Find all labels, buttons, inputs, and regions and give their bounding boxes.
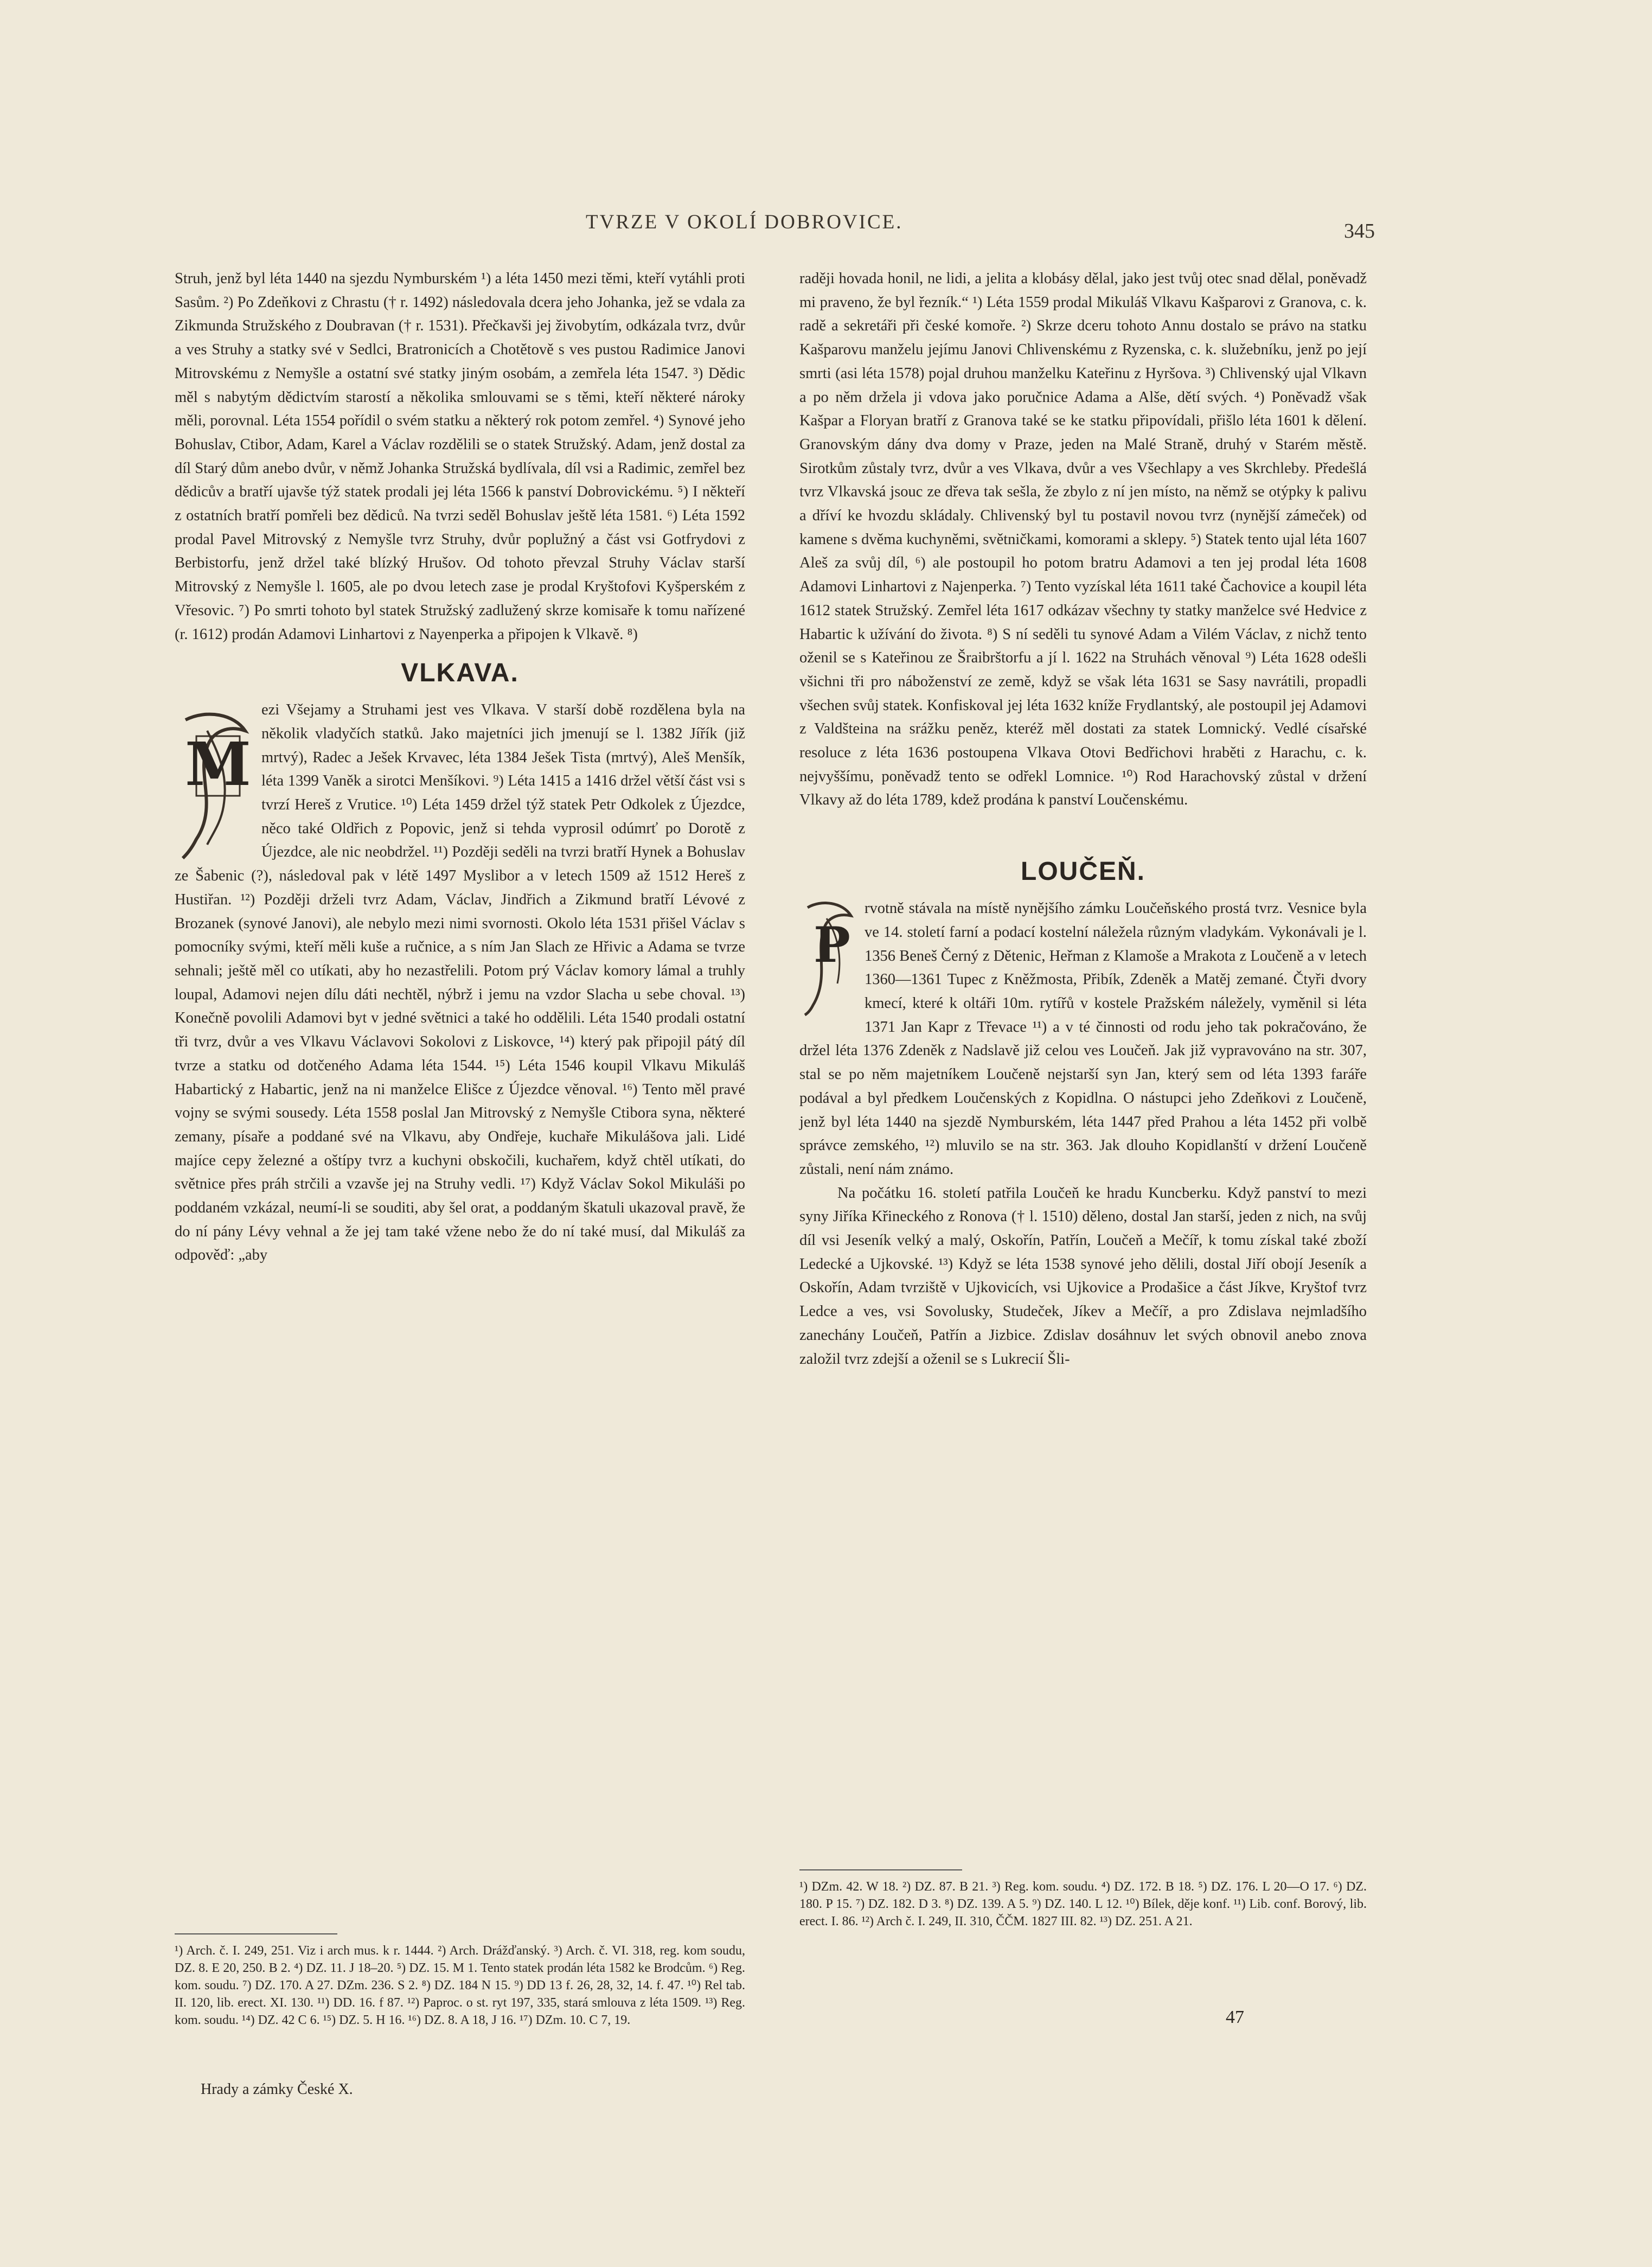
initial-letter: P bbox=[814, 916, 850, 974]
page-number: 345 bbox=[1344, 220, 1375, 242]
footnotes-left: ¹) Arch. č. I. 249, 251. Viz i arch mus. k r. 1444. ²) Arch. Drážďanský. ³) Arch. č. VI. 318, reg. kom soudu, DZ. 8. E 20, 250. B 2. ⁴) DZ. 11. J 18–20. ⁵) DZ. 15. M 1. Tento statek prodán léta 1582 ke Brodcům. ⁶) Reg. kom. soudu. ⁷) DZ. 170. A 27. DZm. 236. S 2. ⁸) DZ. 184 N 15. ⁹) DD 13 f. 26, 28, 32, 14. f. 47. ¹⁰) Rel tab. II. 120, lib. erect. XI. 130. ¹¹) DD. 16. f 87. ¹²) Paproc. o st. ryt 197, 335, stará smlouva z léta 1509. ¹³) Reg. kom. soudu. ¹⁴) DZ. 42 C 6. ¹⁵) DZ. 5. H 16. ¹⁶) DZ. 8. A 18, J 16. ¹⁷) DZm. 10. C 7, 19. bbox=[175, 1944, 745, 2027]
paragraph: ezi Všejamy a Struhami jest ves Vlkava. V starší době rozdělena byla na několik vladyčích statků. Jako majetníci jich jmenují se l. 1382 Jířík (již mrtvý), Radec a Ješek Krvavec, léta 1384 Ješek Tista (mrtvý), Aleš Menšík, léta 1399 Vaněk a sirotci Menšíkovi. ⁹) Léta 1415 a 1416 držel větší část vsi s tvrzí Hereš z Vrutice. ¹⁰) Léta 1459 držel týž statek Petr Odkolek z Újezdce, něco také Oldřich z Popovic, jenž si tehda vyprosil odúmrť po Dorotě z Újezdce, ale nic neobdržel. ¹¹) Později seděli na tvrzi bratří Hynek a Bohuslav ze Šabenic (?), následoval pak v létě 1497 Myslibor a v letech 1509 až 1512 Hereš z Hustiřan. ¹²) Později drželi tvrz Adam, Václav, Jindřich a Zikmund bratří Lévové z Brozanek (synové Janovi), ale nebylo mezi nimi svornosti. Okolo léta 1531 přišel Václav s pomocníky svými, kteří měli kuše a ručnice, a s ním Jan Slach ze Hřivic a Adama se tvrze sehnali; ještě měl co utíkati, aby ho nezastřelili. Potom prý Václav komory lámal a truhly loupal, Adamovi nejen dílu dáti nechtěl, nýbrž i jemu na vzdor Slacha u sebe choval. ¹³) Konečně povolili Adamovi byt v jedné světnici a také ho oddělili. Léta 1540 prodali ostatní tři tvrz, dvůr a ves Vlkavu Václavovi Sokolovi z Liskovce, ¹⁴) který pak připojil pátý díl tvrze a statku od dotčeného Adama léta 1544. ¹⁵) Léta 1546 koupil Vlkavu Mikuláš Habartický z Habartic, jenž na ni manželce Elišce z Újezdce věnoval. ¹⁶) Tento měl pravé vojny se svými sousedy. Léta 1558 poslal Jan Mitrovský z Nemyšle Ctibora syna, některé zemany, písaře a poddané své na Vlkavu, aby Ondřeje, kuchaře Mikulášova jali. Lidé majíce cepy železné a oštípy tvrz a kuchyni obskočili, kuchařem, když chtěl utíkati, do světnice přes práh strčili a vzavše jej na Struhy vedli. ¹⁷) Když Václav Sokol Mikuláši po poddaném vzkázal, neumí-li se souditi, aby šel orat, a poddaným škatuli ukazoval pravě, že do ní pány Lévy vehnal a že jej tam také vžene nebo že do ní také musí, dal Mikuláš za odpověď: „aby bbox=[175, 701, 745, 1264]
paragraph: raději hovada honil, ne lidi, a jelita a klobásy dělal, jako jest tvůj otec snad dělal, poněvadž mi praveno, že byl řezník.“ ¹) Léta 1559 prodal Mikuláš Vlkavu Kašparovi z Granova, c. k. radě a sekretáři při české komoře. ²) Skrze dceru tohoto Annu dostalo se právo na statku Kašparovu manželu jejímu Janovi Chlivenskému z Ryzenska, c. k. služebníku, jenž po její smrti (asi léta 1578) pojal druhou manželku Kateřinu z Hyršova. ³) Chlivenský ujal Vlkavn a po něm držela ji vdova jako poručnice Adama a Alše, dětí svých. ⁴) Poněvadž však Kašpar a Floryan bratří z Granova také se ke statku připovídali, přišlo léta 1601 k dělení. Granovským dány dva domy v Praze, jeden na Malé Straně, druhý v Starém městě. Sirotkům zůstaly tvrz, dvůr a ves Vlkava, dvůr a ves Všechlapy a ves Skrchleby. Předešlá tvrz Vlkavská jsouc ze dřeva tak sešla, že zbylo z ní jen místo, na němž se otýpky k palivu a dříví ke hvozdu skládaly. Chlivenský byl tu postavil novou tvrz (nynější zámeček) od kamene s dvěma kuchyněmi, světničkami, komorami a sklepy. ⁵) Statek tento ujal léta 1607 Aleš za svůj díl, ⁶) ale postoupil ho potom bratru Adamovi a ten jej prodal léta 1608 Adamovi Linhartovi z Najenperka. ⁷) Tento vyzískal léta 1611 také Čachovice a koupil léta 1612 statek Stružský. Zemřel léta 1617 odkázav všechny ty statky manželce své Hedvice z Habartic k užívání do života. ⁸) S ní seděli tu synové Adam a Vilém Václav, z nichž tento oženil se s Kateřinou ze Šraibrštorfu a jí l. 1622 na Struhách věnoval ⁹) Léta 1628 odešli všichni tři pro náboženství ze země, když se však léta 1631 se Sasy navrátili, propadli všechen svůj statek. Konfiskoval jej léta 1632 kníže Frydlantský, ale postoupil jej Adamovi z Valdšteina na srážku peněz, kteréž měl dostati za statek Lomnický. Vedlé císařské resoluce z léta 1636 postoupena Vlkava Otovi Bedřichovi hraběti z Harachu, c. k. nejvyššímu, poněvadž tento se odřekl Lomnice. ¹⁰) Rod Harachovský zůstal v držení Vlkavy až do léta 1789, kdež prodána k panství Loučenskému. bbox=[799, 270, 1367, 809]
footnote-rule bbox=[175, 1933, 337, 1934]
signature-mark: Hrady a zámky České X. bbox=[201, 2081, 353, 2098]
running-title: TVRZE V OKOLÍ DOBROVICE. bbox=[586, 211, 903, 233]
paragraph: rvotně stávala na místě nynějšího zámku Loučeňského prostá tvrz. Vesnice byla ve 14. století farní a podací kostelní náležela různým vladykám. Vykonávali je l. 1356 Beneš Černý z Dětenic, Heřman z Klamoše a Mrakota z Loučeně a v letech 1360—1361 Tupec z Kněžmosta, Přibík, Zdeněk a Matěj zemané. Čtyři dvory kmecí, které k oltáři 10m. rytířů v kostele Pražském náležely, vyměnil si léta 1371 Jan Kapr z Třevace ¹¹) a v té činnosti od rodu jeho tak pokračováno, že držel léta 1376 Zdeněk z Nadslavě již celou ves Loučeň. Jak již vypravováno na str. 307, stal se po něm majetníkem Loučeně nejstarší syn Jan, který sem od léta 1393 faráře podával a byl předkem Loučenských z Kopidlna. O nástupci jeho Zdeňkovi z Loučeně, jenž byl léta 1440 na sjezdě Nymburském, léta 1447 před Prahou a léta 1452 při volbě správce zemského, ¹²) mluvilo se na str. 363. Jak dlouho Kopidlanští v držení Loučeně zůstali, není nám známo. bbox=[799, 900, 1367, 1178]
left-column bbox=[175, 267, 745, 1267]
initial-letter: M bbox=[185, 729, 251, 800]
decorative-initial-icon bbox=[175, 698, 256, 861]
section-title-loucen: LOUČEŇ. bbox=[1021, 857, 1145, 886]
folio-number: 47 bbox=[1226, 2007, 1244, 2027]
decorative-initial-icon bbox=[799, 897, 859, 1016]
paragraph: Struh, jenž byl léta 1440 na sjezdu Nymburském ¹) a léta 1450 mezi těmi, kteří vytáhli proti Sasům. ²) Po Zdeňkovi z Chrastu († r. 1492) následovala dcera jeho Johanka, jež se vdala za Zikmunda Stružského z Doubravan († r. 1531). Přečkavši jej živobytím, odkázala tvrz, dvůr a ves Struhy a statky své v Sedlci, Bratronicích a Chotětově s ves pustou Radimice Janovi Mitrovskému z Nemyšle a ostatní své statky jiným osobám, a zemřela léta 1547. ³) Dědic měl s nabytým dědictvím starostí a několika smlouvami se s těmi, kteří některé nároky měli, porovnal. Léta 1554 pořídil o svém statku a některý rok potom zemřel. ⁴) Synové jeho Bohuslav, Ctibor, Adam, Karel a Václav rozdělili se o statek Stružský. Adam, jenž dostal za díl Starý dům anebo dvůr, v němž Johanka Stružská bydlívala, díl vsi a Radimic, zemřel bez dědicův a bratří ujavše týž statek prodali jej léta 1566 k panství Dobrovickému. ⁵) I někteří z ostatních bratří pomřeli bez dědiců. Na tvrzi seděl Bohuslav ještě léta 1581. ⁶) Léta 1592 prodal Pavel Mitrovský z Nemyšle tvrz Struhy, dvůr poplužný a část vsi Gotfrydovi z Berbistorfu, jenž držel také blízký Hrušov. Od tohoto převzal Struhy Václav starší Mitrovský z Nemyšle l. 1605, ale po dvou letech zase je prodal Kryštofovi Kyšperském z Vřesovic. ⁷) Po smrti tohoto byl statek Stružský zadlužený skrze komisaře k tomu nařízené (r. 1612) prodán Adamovi Linhartovi z Nayenperka a připojen k Vlkavě. ⁸) bbox=[175, 270, 745, 643]
section-title-vlkava: VLKAVA. bbox=[401, 659, 519, 688]
paragraph: Na počátku 16. století patřila Loučeň ke hradu Kuncberku. Když panství to mezi syny Jiříka Křineckého z Ronova († l. 1510) děleno, dostal Jan starší, jeden z nich, na svůj díl vsi Jeseník velký a malý, Oskořín, Patřín, Loučeň a Mečíř, k tomu získal také zboží Ledecké a Ujkovské. ¹³) Když se léta 1538 synové jeho dělili, dostal Jiří obojí Jeseník a Oskořín, Adam tvrziště v Ujkovicích, vsi Ujkovice a Prodašice a část Jíkve, Kryštof tvrz Ledce a ves, vsi Sovolusky, Studeček, Jíkev a Mečíř, a pro Zdislava nejmladšího zanechány Loučeň, Patřín a Jizbice. Zdislav dosáhnuv let svých obnovil anebo znova založil tvrz zdejší a oženil se s Lukrecií Šli- bbox=[799, 1184, 1367, 1368]
right-column bbox=[799, 267, 1367, 1371]
footnote-rule bbox=[799, 1869, 962, 1870]
footnotes-right: ¹) DZm. 42. W 18. ²) DZ. 87. B 21. ³) Reg. kom. soudu. ⁴) DZ. 172. B 18. ⁵) DZ. 176. L 20—O 17. ⁶) DZ. 180. P 15. ⁷) DZ. 182. D 3. ⁸) DZ. 139. A 5. ⁹) DZ. 140. L 12. ¹⁰) Bílek, děje konf. ¹¹) Lib. conf. Borový, lib. erect. I. 86. ¹²) Arch č. I. 249, II. 310, ČČM. 1827 III. 82. ¹³) DZ. 251. A 21. bbox=[799, 1880, 1367, 1928]
